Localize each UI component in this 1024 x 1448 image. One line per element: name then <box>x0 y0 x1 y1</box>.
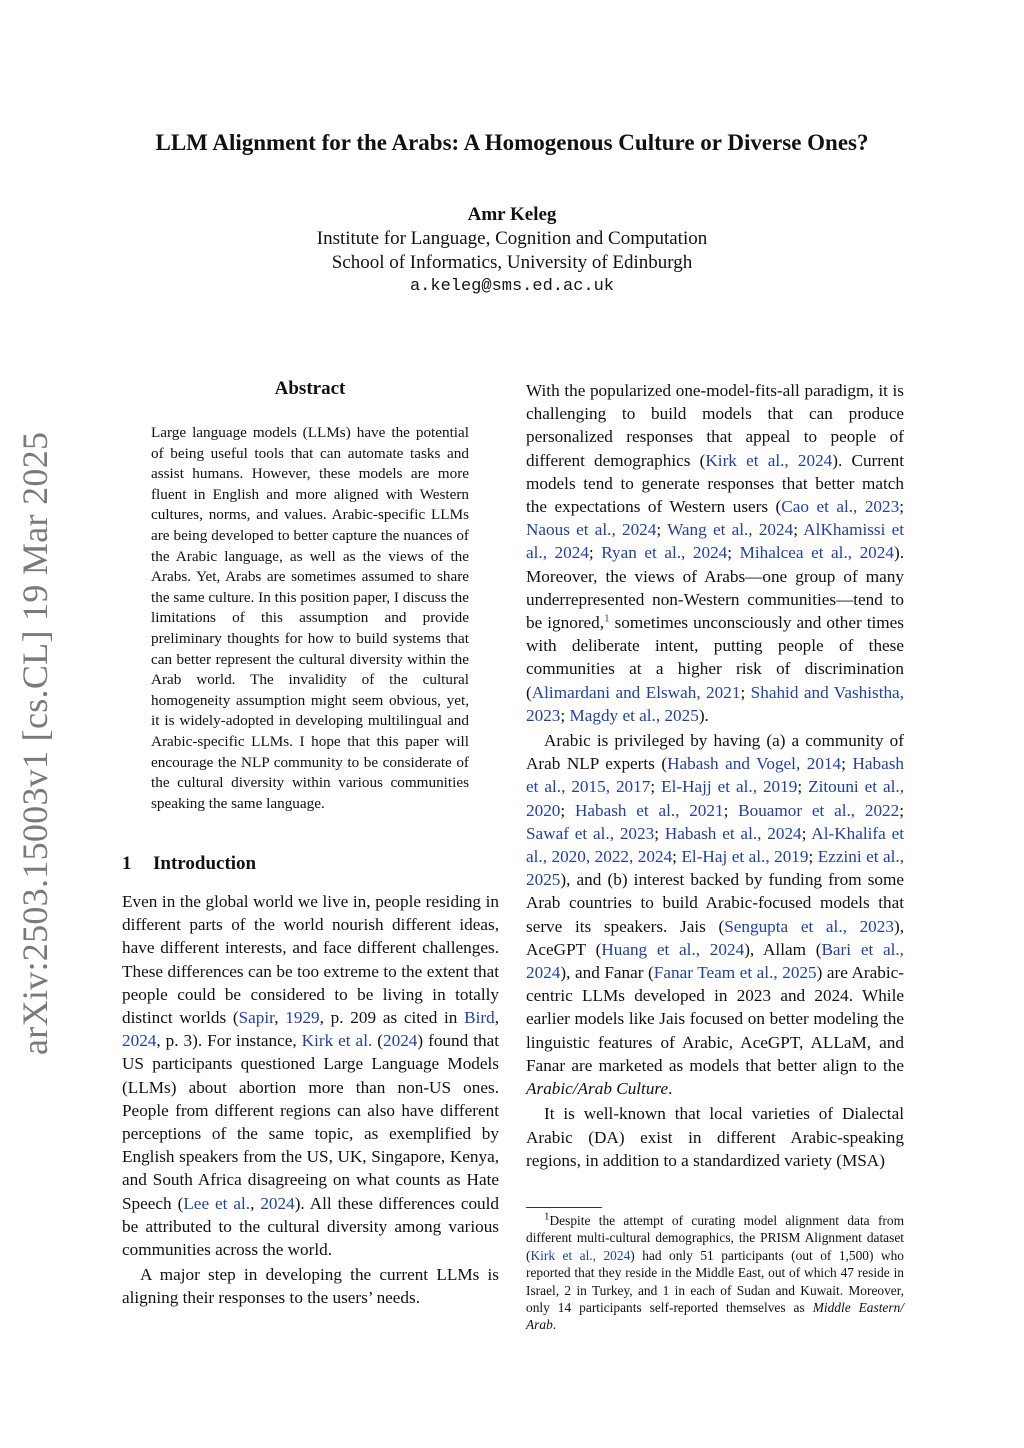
citation-link[interactable]: Kirk et al., 2024 <box>705 450 833 470</box>
citation-link[interactable]: 2024 <box>122 1031 157 1051</box>
text-run: ). Moreover, the views of Arabs—one group of many underrepresented non-Western communities—tend to be ignored, <box>526 543 904 633</box>
citation-link[interactable]: Fanar Team et al., 2025 <box>653 963 817 983</box>
citation-link[interactable]: Al-Khalifa et al., 2020, 2022, 2024 <box>526 823 904 867</box>
text-run: . <box>668 1079 673 1099</box>
affiliation-school: School of Informatics, University of Edinburgh <box>331 252 693 273</box>
intro-paragraph-4: It is well-known that local varieties of Dialectal Arabic (DA) exist in different Arabic-speaking regions, in addition to a standardized variety (MSA) <box>526 1104 904 1170</box>
citation-link[interactable]: Habash et al., 2024 <box>664 823 802 843</box>
citation-link[interactable]: Bird <box>464 1008 495 1028</box>
abstract-heading: Abstract <box>274 378 346 399</box>
footnote-divider <box>526 1207 602 1208</box>
citation-link[interactable]: Ezzini et al., 2025 <box>526 847 905 890</box>
citation-link[interactable]: 2024 <box>383 1031 418 1051</box>
intro-paragraph-3: Arabic is privileged by having (a) a community of Arab NLP experts (Habash and Vogel, 2014; Habash et al., 2015, 2017; El-Hajj et al., 2019; Zitouni et al., 2020; Habash et al., 2021; Bouamor et al., 2022; Sawaf et al., 2023; Habash et al., 2024; Al-Khalifa et al., 2020, 2022, 2024; El-Haj et al., 2019; Ezzini et al., 2025), and (b) interest backed by funding from some Arab countries to build Arabic-focused models that serve its speakers. Jais (Sengupta et al., 2023), AceGPT (Huang et al., 2024), Allam (Bari et al., 2024), and Fanar (Fanar Team et al., 2025) are Arabic-centric LLMs developed in 2023 and 2024. While earlier models like Jais focused on better modeling the linguistic features of Arabic, AceGPT, ALLaM, and Fanar are marketed as models that better align to the Arabic/Arab Culture. <box>526 731 905 1099</box>
intro-paragraph-1 <box>122 890 499 1261</box>
citation-link[interactable]: Magdy et al., 2025 <box>569 705 699 725</box>
text-run: With the popularized one-model-fits-all paradigm, it is challenging to build models that can produce personalized responses that appeal to people of different demographics ( <box>526 381 904 470</box>
section-title: Introduction <box>153 853 257 874</box>
intro-paragraph-2-continued: With the popularized one-model-fits-all paradigm, it is challenging to build models that can produce personalized responses that appeal to people of different demographics (Kirk et al., 2024). Current models tend to generate responses that better match the expectations of Western users (Cao et al., 2023; Naous et al., 2024; Wang et al., 2024; AlKhamissi et al., 2024; Ryan et al., 2024; Mihalcea et al., 2024). Moreover, the views of Arabs—one group of many underrepresented non-Western communities—tend to be ignored,$^1$ sometimes unconsciously and other times with deliberate intent, putting people of these communities at a higher risk of discrimination (Alimardani and Elswah, 2021; Shahid and Vashistha, 2023; Magdy et al., 2025). <box>526 381 905 725</box>
text-run: ), and (b) interest backed by funding from some Arab countries to build Arabic-focused models that serve its speakers. Jais ( <box>526 870 904 936</box>
author-block <box>0 203 1024 299</box>
citation-link[interactable]: AlKhamissi et al., 2024 <box>526 520 905 563</box>
citation-link[interactable]: Sapir <box>238 1008 275 1028</box>
text-run: ), and Fanar ( <box>560 963 654 983</box>
text-run: ). <box>698 705 709 725</box>
text-run: ) are Arabic-centric LLMs developed in 2023 and 2024. While earlier models like Jais focused on better modeling the linguistic features of Arabic, AceGPT, ALLaM, and Fanar are marketed as models that better align to the <box>526 963 904 1075</box>
text-run: . <box>552 1317 557 1333</box>
citation-link[interactable]: Alimardani and Elswah, 2021 <box>531 682 741 702</box>
citation-link[interactable]: 1929 <box>285 1008 320 1028</box>
text-run: , p. 3). For instance, <box>156 1031 302 1051</box>
text-run: ). All these differences could be attributed to the cultural diversity among various communities across the world. <box>122 1193 500 1260</box>
footnote-number: 1 <box>544 1210 550 1223</box>
text-run: ), Allam ( <box>744 939 822 959</box>
intro-paragraph-2-start: A major step in developing the current LLMs is aligning their responses to the users’ needs. <box>122 1265 499 1308</box>
citation-link[interactable]: Ryan et al., 2024 <box>601 543 728 563</box>
citation-link[interactable]: 2024 <box>260 1193 295 1213</box>
citation-link[interactable]: Mihalcea et al., 2024 <box>739 543 894 563</box>
right-column <box>526 379 904 1172</box>
section-number: 1 <box>122 853 132 874</box>
footnote-1 <box>526 1212 904 1334</box>
text-run: , p. 209 as cited in <box>319 1008 465 1028</box>
text-run: ) found that US participants questioned Large Language Models (LLMs) about abortion more than non-US ones. People from different regions can also have different perceptions of the same topic, as exemplified by English speakers from the US, UK, Singapore, Kenya, and South Africa disagreeing on what counts as Hate Speech ( <box>122 1031 499 1213</box>
footnote-marker[interactable]: 1 <box>604 612 610 625</box>
author-email[interactable]: a.keleg@sms.ed.ac.uk <box>409 277 615 296</box>
citation-link[interactable]: El-Haj et al., 2019 <box>681 847 809 867</box>
citation-link[interactable]: El-Hajj et al., 2019 <box>661 777 798 797</box>
citation-link[interactable]: Cao et al., 2023 <box>781 497 900 517</box>
paper-title: LLM Alignment for the Arabs: A Homogenous Culture or Diverse Ones? <box>155 130 869 155</box>
citation-link[interactable]: Naous et al., 2024 <box>526 520 657 540</box>
section-heading-introduction <box>122 853 256 875</box>
citation-link[interactable]: Sengupta et al., 2023 <box>724 916 894 936</box>
text-run: Arabic is privileged by having (a) a community of Arab NLP experts ( <box>526 731 904 774</box>
text-run: sometimes unconsciously and other times with deliberate intent, putting people of these communities at a higher risk of discrimination ( <box>526 613 904 702</box>
italic-text: Middle Eastern/ Arab <box>526 1300 905 1333</box>
arxiv-identifier: arXiv:2503.15003v1 [cs.CL] 19 Mar 2025 <box>15 431 55 1055</box>
text-run: Despite the attempt of curating model alignment data from different multi-cultural demographics, the PRISM Alignment dataset ( <box>526 1213 904 1263</box>
left-column <box>122 890 499 1310</box>
author-name: Amr Keleg <box>467 204 557 225</box>
text-run: , <box>494 1008 499 1028</box>
text-run: ), AceGPT ( <box>526 916 904 959</box>
text-run: ) had only 51 participants (out of 1,500) who reported that they reside in the Middle East, out of which 47 reside in Israel, 2 in Turkey, and 1 in each of Sudan and Kuwait. Moreover, only 14 participants self-reported themselves as <box>526 1247 904 1316</box>
italic-text: Arabic/Arab Culture <box>526 1079 669 1099</box>
citation-link[interactable]: Habash et al., 2021 <box>574 800 724 820</box>
citation-link[interactable]: Huang et al., 2024 <box>601 939 745 959</box>
text-run: , <box>250 1193 261 1213</box>
citation-link[interactable]: Wang et al., 2024 <box>667 520 794 540</box>
citation-link[interactable]: Habash and Vogel, 2014 <box>667 754 842 774</box>
citation-link[interactable]: Lee et al. <box>183 1193 251 1213</box>
citation-link[interactable]: Sawaf et al., 2023 <box>526 823 655 843</box>
citation-link[interactable]: Shahid and Vashistha, 2023 <box>526 682 904 725</box>
text-run: , <box>274 1008 286 1028</box>
citation-link[interactable]: Kirk et al., 2024 <box>530 1247 631 1263</box>
text-run: Even in the global world we live in, people residing in different parts of the world nourish different ideas, have different interests, and face different challenges. These differences can be too extreme to the extent that people could be considered to be living in totally distinct worlds ( <box>122 892 499 1028</box>
citation-link[interactable]: Bari et al., 2024 <box>526 939 904 983</box>
citation-link[interactable]: Zitouni et al., 2020 <box>526 777 905 820</box>
affiliation-institute: Institute for Language, Cognition and Computation <box>316 228 708 249</box>
citation-link[interactable]: Habash et al., 2015, 2017 <box>526 754 904 797</box>
citation-link[interactable]: Kirk et al. <box>301 1031 373 1051</box>
text-run: ). Current models tend to generate responses that better match the expectations of Western users ( <box>526 450 904 517</box>
citation-link[interactable]: Bouamor et al., 2022 <box>738 800 900 820</box>
abstract-text: Large language models (LLMs) have the potential of being useful tools that can automate tasks and assist humans. However, these models are more fluent in English and more aligned with Western cultures, norms, and values. Arabic-specific LLMs are being developed to better capture the nuances of the Arabic language, as well as the views of the Arabs. Yet, Arabs are sometimes assumed to share the same culture. In this position paper, I discuss the limitations of this assumption and provide preliminary thoughts for how to build systems that can better represent the cultural diversity within the Arab world. The invalidity of the cultural homogeneity assumption might seem obvious, yet, it is widely-adopted in developing multilingual and Arabic-specific LLMs. I hope that this paper will encourage the NLP community to be considerate of the cultural diversity within various communities speaking the same language. <box>151 424 469 812</box>
text-run: ( <box>372 1031 383 1051</box>
